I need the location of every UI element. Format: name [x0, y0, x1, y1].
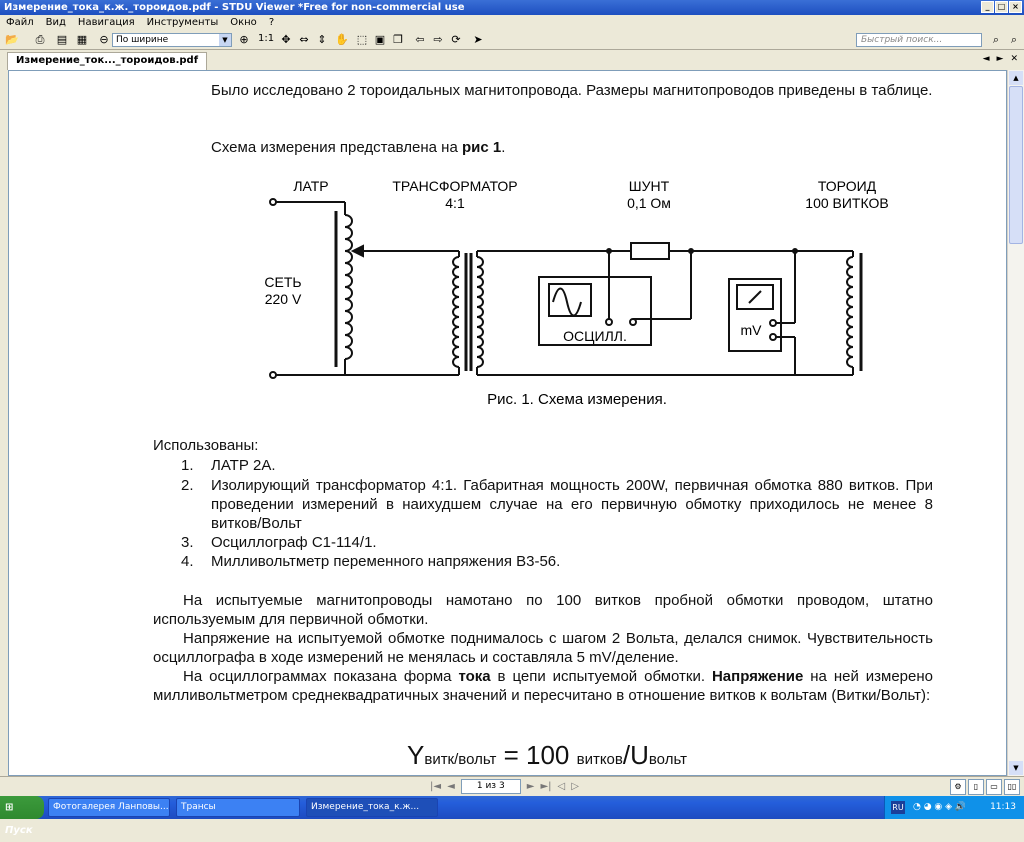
vertical-scrollbar[interactable]: [1007, 70, 1024, 776]
zoom-out-icon[interactable]: ⊖: [99, 33, 109, 46]
list-item-2: Изолирующий трансформатор 4:1. Габаритная мощность 200W, первичная обмотка 880 витков. При проведении измерений в наихудшем случае на его первичную обмотку приходилось не менее 8 витков/Вольт: [211, 477, 933, 532]
list-num-4: 4.: [181, 553, 194, 570]
menu-view[interactable]: Вид: [45, 17, 66, 28]
open-folder-icon[interactable]: 📂: [5, 33, 19, 46]
pages-icon[interactable]: ▤: [56, 33, 68, 46]
label-toroid-turns: 100 ВИТКОВ: [805, 195, 889, 211]
paragraph-intro: Было исследовано 2 тороидальных магнитопровода. Размеры магнитопроводов приведены в таблице.: [211, 82, 933, 99]
language-indicator[interactable]: RU: [892, 803, 904, 812]
copy-icon[interactable]: ❐: [393, 33, 403, 46]
menu-help[interactable]: ?: [268, 17, 275, 28]
scheme-text: Схема измерения представлена на: [211, 139, 462, 156]
search-icon[interactable]: ⌕: [992, 33, 1000, 46]
zoom-select[interactable]: [112, 33, 232, 47]
scroll-down-icon[interactable]: ▼: [1009, 761, 1023, 775]
settings-icon[interactable]: ⚙: [950, 779, 966, 795]
figure-caption: Рис. 1. Схема измерения.: [487, 391, 667, 408]
scheme-end: .: [501, 139, 506, 156]
toolbar: [0, 30, 1024, 50]
label-oscilloscope: ОСЦИЛЛ.: [563, 328, 627, 344]
formula-y: Y: [407, 740, 425, 770]
label-transformer: ТРАНСФОРМАТОР: [392, 178, 518, 194]
paragraph-voltage: Напряжение на испытуемой обмотке поднималось с шагом 2 Вольта, делался снимок. Чувствительность осциллографа в ходе измерений не менялась и составляла 5 mV/деление.: [153, 630, 933, 666]
scheme-figure-ref: рис 1: [461, 139, 502, 156]
minimize-button[interactable]: _: [981, 1, 994, 13]
window-title: Измерение_тока_к.ж._тороидов.pdf - STDU Viewer *Free for non-commercial use: [4, 2, 465, 13]
tab-left-icon[interactable]: ◄: [982, 54, 990, 64]
formula-y-sub: витк/вольт: [424, 751, 497, 768]
scroll-up-icon[interactable]: ▲: [1009, 71, 1023, 85]
search-options-icon[interactable]: ⌕: [1010, 33, 1018, 46]
start-label: Пуск: [5, 825, 33, 836]
osc-text-current: тока: [458, 668, 491, 685]
continuous-icon[interactable]: ▭: [986, 779, 1002, 795]
list-num-1: 1.: [181, 457, 194, 474]
fit-width-icon[interactable]: ⇔: [299, 33, 309, 46]
last-page-icon[interactable]: ►|: [540, 781, 552, 792]
label-transformer-ratio: 4:1: [445, 195, 465, 211]
print-icon[interactable]: ⎙: [35, 33, 45, 46]
maximize-button[interactable]: □: [995, 1, 1008, 13]
task-photo-gallery[interactable]: Фотогалерея Ланповы...: [48, 798, 170, 817]
two-page-icon[interactable]: ▯▯: [1004, 779, 1020, 795]
task-stdu-viewer[interactable]: Измерение_тока_к.ж...: [306, 798, 438, 817]
tab-right-icon[interactable]: ►: [996, 54, 1004, 64]
menu-window[interactable]: Окно: [230, 17, 257, 28]
menu-bar: [0, 15, 1024, 30]
list-num-3: 3.: [181, 534, 194, 551]
osc-text-e: на ней измерено милливольтметром среднеквадратичных значений и пересчитано в отношение витков к вольтам (Витки/Вольт):: [153, 668, 933, 704]
menu-tools[interactable]: Инструменты: [146, 17, 219, 28]
formula-u-sub: вольт: [648, 751, 687, 768]
label-mains-voltage: 220 V: [264, 291, 302, 307]
back-icon[interactable]: ⇦: [415, 33, 425, 46]
snapshot-icon[interactable]: ▣: [374, 33, 386, 46]
bookmark-icon[interactable]: ➤: [473, 33, 483, 46]
start-button[interactable]: ⊞ Пуск: [0, 796, 44, 819]
paragraph-oscillograms: [153, 667, 933, 705]
zoom-value: По ширине: [116, 35, 169, 45]
forward-icon[interactable]: ⇨: [433, 33, 443, 46]
menu-file[interactable]: Файл: [6, 17, 34, 28]
tab-document[interactable]: Измерение_ток..._тороидов.pdf: [7, 52, 207, 70]
label-shunt-value: 0,1 Ом: [627, 195, 671, 211]
list-num-2: 2.: [181, 477, 194, 494]
label-millivoltmeter: mV: [740, 322, 762, 338]
osc-text-a: На осциллограммах показана форма: [183, 668, 459, 685]
search-input[interactable]: Быстрый поиск...: [856, 33, 982, 47]
history-forward-icon[interactable]: ▷: [571, 781, 579, 792]
document-viewer[interactable]: [8, 70, 1007, 776]
fit-height-icon[interactable]: ⇕: [317, 33, 327, 46]
formula-turns: витков: [576, 751, 623, 768]
menu-navigation[interactable]: Навигация: [77, 17, 135, 28]
zoom-in-icon[interactable]: ⊕: [239, 33, 249, 46]
used-heading: Использованы:: [153, 437, 259, 454]
prev-page-icon[interactable]: ◄: [447, 781, 455, 792]
single-page-icon[interactable]: ▯: [968, 779, 984, 795]
next-page-icon[interactable]: ►: [526, 781, 535, 792]
history-back-icon[interactable]: ◁: [557, 781, 566, 792]
list-item-1: ЛАТР 2А.: [211, 457, 276, 474]
task-transy[interactable]: Трансы: [176, 798, 300, 817]
close-button[interactable]: ×: [1009, 1, 1022, 13]
taskbar: [0, 796, 1024, 836]
select-tool-icon[interactable]: ⬚: [356, 33, 368, 46]
label-toroid: ТОРОИД: [817, 178, 877, 194]
list-item-3: Осциллограф С1-114/1.: [211, 534, 377, 551]
circuit-wires: [270, 199, 861, 378]
tab-close-icon[interactable]: ✕: [1010, 54, 1018, 64]
hand-tool-icon[interactable]: ✋: [335, 33, 349, 46]
system-tray: [884, 796, 1024, 819]
list-item-4: Милливольтметр переменного напряжения В3-56.: [211, 553, 561, 570]
export-icon[interactable]: ▦: [76, 33, 88, 46]
label-latr: ЛАТР: [293, 178, 329, 194]
formula: [407, 739, 687, 776]
page-indicator[interactable]: 1 из 3: [461, 779, 521, 794]
actual-size-label[interactable]: 1:1: [258, 33, 275, 44]
formula-eq: = 100: [496, 740, 577, 770]
osc-text-voltage: Напряжение: [711, 668, 804, 685]
tab-bar: [0, 50, 1024, 70]
tray-icons[interactable]: ◔ ◕ ◉ ◈ 🔊: [913, 802, 967, 812]
clock: 11:13: [990, 802, 1016, 812]
rotate-icon[interactable]: ⟳: [451, 33, 461, 46]
scroll-thumb[interactable]: [1009, 86, 1023, 244]
title-bar: [0, 0, 1024, 15]
circuit-diagram: [239, 171, 889, 411]
chevron-down-icon: ▼: [219, 34, 231, 46]
paragraph-windings: На испытуемые магнитопроводы намотано по 100 витков пробной обмотки проводом, штатно используемым для первичной обмотки.: [153, 592, 933, 628]
fit-page-icon[interactable]: ✥: [281, 33, 291, 46]
label-mains: СЕТЬ: [264, 274, 302, 290]
osc-text-c: в цепи испытуемой обмотки.: [490, 668, 712, 685]
paragraph-scheme: [211, 138, 505, 157]
status-bar: [0, 776, 1024, 796]
formula-u: /U: [622, 740, 649, 770]
label-shunt: ШУНТ: [628, 178, 670, 194]
first-page-icon[interactable]: |◄: [430, 781, 442, 792]
